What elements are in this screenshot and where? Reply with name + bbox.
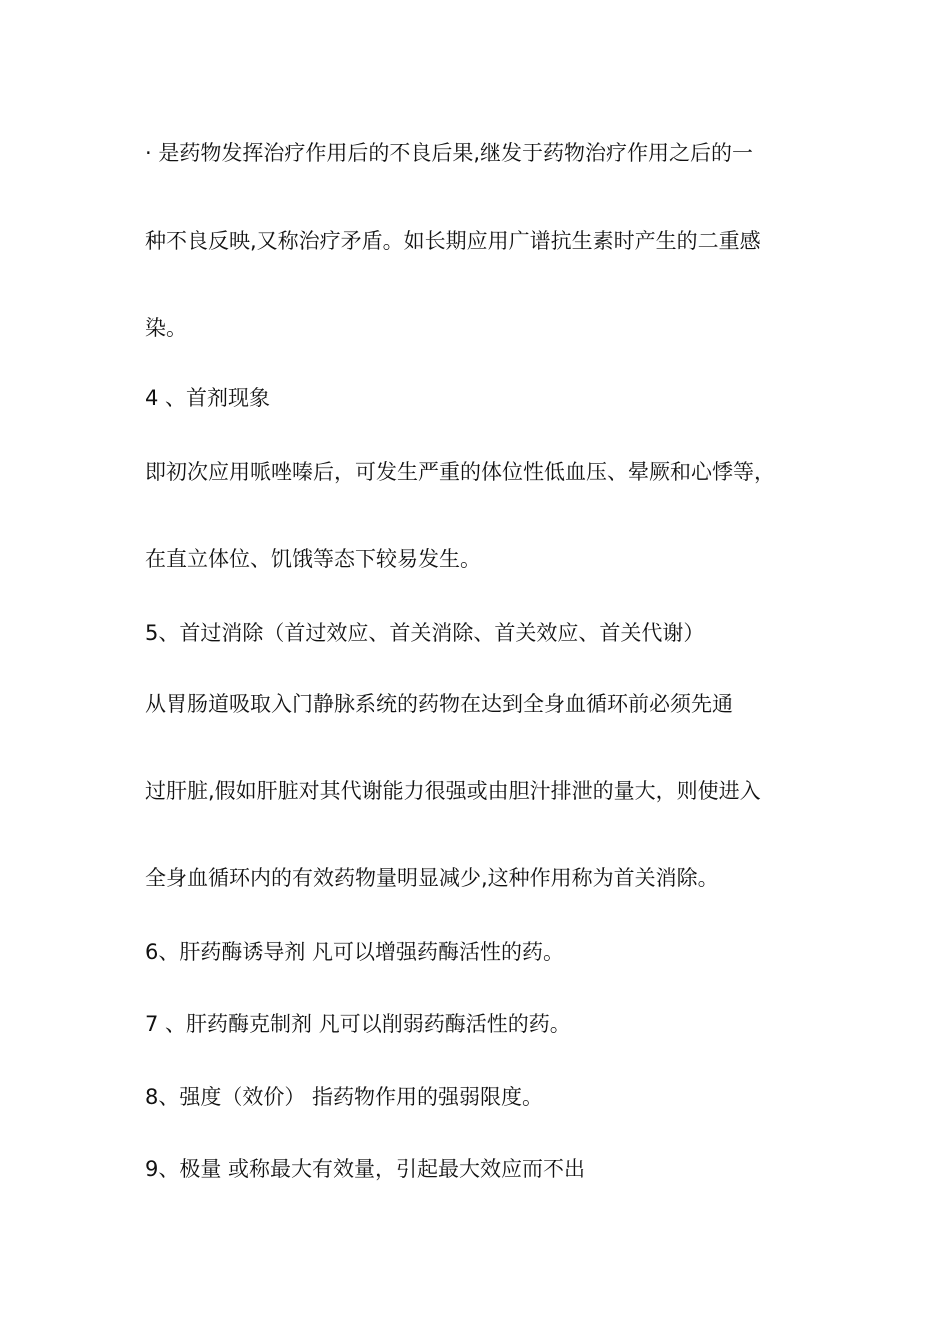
text-line: 染。: [145, 316, 187, 340]
text-line: 从胃肠道吸取入门静脉系统的药物在达到全身血循环前必须先通: [145, 692, 733, 716]
section-heading: 4 、首剂现象: [145, 386, 271, 410]
section-heading: 7 、肝药酶克制剂 凡可以削弱药酶活性的药。: [145, 1012, 571, 1036]
text-line: · 是药物发挥治疗作用后的不良后果,继发于药物治疗作用之后的一: [145, 141, 754, 165]
text-line: 全身血循环内的有效药物量明显减少,这种作用称为首关消除。: [145, 866, 719, 890]
section-heading: 5、首过消除（首过效应、首关消除、首关效应、首关代谢）: [145, 621, 705, 645]
section-heading: 8、强度（效价） 指药物作用的强弱限度。: [145, 1085, 544, 1109]
text-line: 即初次应用哌唑嗪后，可发生严重的体位性低血压、晕厥和心悸等，: [145, 460, 775, 484]
text-line: 过肝脏,假如肝脏对其代谢能力很强或由胆汁排泄的量大，则使进入: [145, 779, 761, 803]
section-heading: 9、极量 或称最大有效量，引起最大效应而不出: [145, 1157, 586, 1181]
section-heading: 6、肝药酶诱导剂 凡可以增强药酶活性的药。: [145, 940, 565, 964]
text-line: 种不良反映,又称治疗矛盾。如长期应用广谱抗生素时产生的二重感: [145, 229, 761, 253]
text-line: 在直立体位、饥饿等态下较易发生。: [145, 547, 481, 571]
